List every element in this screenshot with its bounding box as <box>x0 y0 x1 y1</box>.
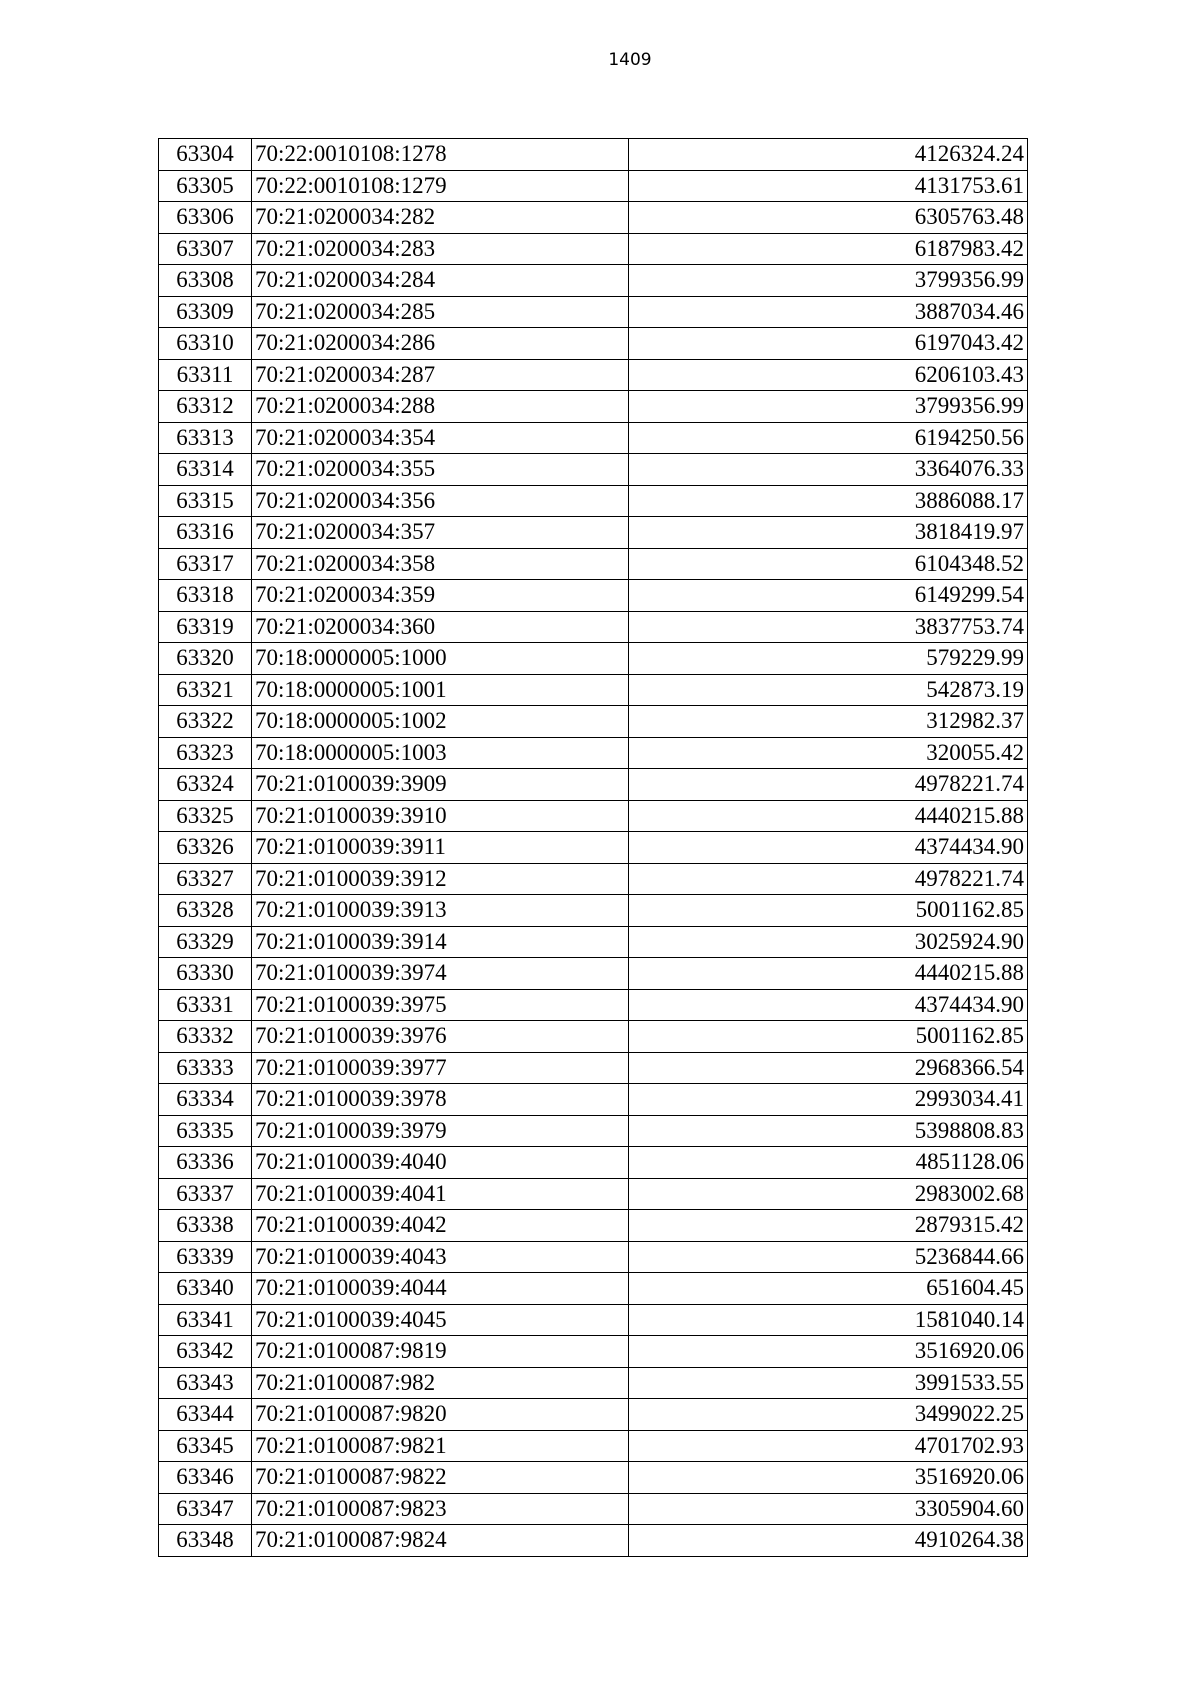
row-number-cell: 63320 <box>159 643 252 675</box>
row-number-cell: 63341 <box>159 1304 252 1336</box>
cadastral-number-cell: 70:21:0100087:9823 <box>252 1493 629 1525</box>
table-row <box>159 359 1028 391</box>
cadastral-number-cell: 70:21:0200034:282 <box>252 202 629 234</box>
cadastral-value-cell: 2993034.41 <box>629 1084 1028 1116</box>
cadastral-number-cell: 70:22:0010108:1279 <box>252 170 629 202</box>
table-row <box>159 1052 1028 1084</box>
row-number-cell: 63334 <box>159 1084 252 1116</box>
table-row <box>159 1336 1028 1368</box>
row-number-cell: 63313 <box>159 422 252 454</box>
table-row <box>159 800 1028 832</box>
cadastral-number-cell: 70:21:0100039:3909 <box>252 769 629 801</box>
cadastral-value-table <box>158 138 1028 1557</box>
table-row <box>159 1178 1028 1210</box>
row-number-cell: 63322 <box>159 706 252 738</box>
table-row <box>159 706 1028 738</box>
table-row <box>159 1493 1028 1525</box>
cadastral-number-cell: 70:21:0200034:357 <box>252 517 629 549</box>
table-row <box>159 989 1028 1021</box>
cadastral-value-cell: 651604.45 <box>629 1273 1028 1305</box>
row-number-cell: 63312 <box>159 391 252 423</box>
cadastral-value-cell: 5001162.85 <box>629 1021 1028 1053</box>
cadastral-value-cell: 3799356.99 <box>629 391 1028 423</box>
cadastral-value-cell: 3516920.06 <box>629 1462 1028 1494</box>
cadastral-value-cell: 5398808.83 <box>629 1115 1028 1147</box>
row-number-cell: 63346 <box>159 1462 252 1494</box>
cadastral-number-cell: 70:21:0200034:287 <box>252 359 629 391</box>
cadastral-number-cell: 70:21:0100039:3976 <box>252 1021 629 1053</box>
cadastral-value-cell: 6194250.56 <box>629 422 1028 454</box>
row-number-cell: 63304 <box>159 139 252 171</box>
cadastral-value-cell: 2879315.42 <box>629 1210 1028 1242</box>
cadastral-number-cell: 70:18:0000005:1002 <box>252 706 629 738</box>
cadastral-number-cell: 70:21:0100087:9822 <box>252 1462 629 1494</box>
table-row <box>159 674 1028 706</box>
cadastral-number-cell: 70:21:0100039:3913 <box>252 895 629 927</box>
cadastral-value-cell: 3499022.25 <box>629 1399 1028 1431</box>
table-row <box>159 1115 1028 1147</box>
row-number-cell: 63324 <box>159 769 252 801</box>
cadastral-number-cell: 70:21:0100039:3979 <box>252 1115 629 1147</box>
table-row <box>159 643 1028 675</box>
table-row <box>159 548 1028 580</box>
cadastral-value-cell: 6305763.48 <box>629 202 1028 234</box>
row-number-cell: 63345 <box>159 1430 252 1462</box>
row-number-cell: 63338 <box>159 1210 252 1242</box>
cadastral-value-cell: 4978221.74 <box>629 769 1028 801</box>
cadastral-number-cell: 70:21:0100039:4041 <box>252 1178 629 1210</box>
cadastral-value-cell: 320055.42 <box>629 737 1028 769</box>
cadastral-value-cell: 4374434.90 <box>629 989 1028 1021</box>
cadastral-value-cell: 4131753.61 <box>629 170 1028 202</box>
row-number-cell: 63309 <box>159 296 252 328</box>
table-row <box>159 769 1028 801</box>
cadastral-number-cell: 70:21:0100039:3910 <box>252 800 629 832</box>
cadastral-number-cell: 70:21:0200034:358 <box>252 548 629 580</box>
table-row <box>159 1304 1028 1336</box>
cadastral-value-cell: 3025924.90 <box>629 926 1028 958</box>
table-body <box>159 139 1028 1557</box>
row-number-cell: 63336 <box>159 1147 252 1179</box>
table-row <box>159 233 1028 265</box>
cadastral-value-cell: 4126324.24 <box>629 139 1028 171</box>
cadastral-number-cell: 70:21:0100039:4045 <box>252 1304 629 1336</box>
table-row <box>159 1525 1028 1557</box>
table-row <box>159 296 1028 328</box>
cadastral-value-cell: 6197043.42 <box>629 328 1028 360</box>
table-row <box>159 1462 1028 1494</box>
table-row <box>159 863 1028 895</box>
row-number-cell: 63330 <box>159 958 252 990</box>
cadastral-number-cell: 70:18:0000005:1001 <box>252 674 629 706</box>
table-row <box>159 1021 1028 1053</box>
row-number-cell: 63319 <box>159 611 252 643</box>
row-number-cell: 63311 <box>159 359 252 391</box>
cadastral-value-cell: 4851128.06 <box>629 1147 1028 1179</box>
row-number-cell: 63316 <box>159 517 252 549</box>
cadastral-number-cell: 70:21:0200034:359 <box>252 580 629 612</box>
cadastral-value-cell: 1581040.14 <box>629 1304 1028 1336</box>
cadastral-number-cell: 70:21:0100039:4044 <box>252 1273 629 1305</box>
row-number-cell: 63344 <box>159 1399 252 1431</box>
cadastral-value-cell: 3818419.97 <box>629 517 1028 549</box>
cadastral-value-cell: 3886088.17 <box>629 485 1028 517</box>
row-number-cell: 63339 <box>159 1241 252 1273</box>
row-number-cell: 63325 <box>159 800 252 832</box>
row-number-cell: 63314 <box>159 454 252 486</box>
row-number-cell: 63348 <box>159 1525 252 1557</box>
cadastral-number-cell: 70:21:0200034:285 <box>252 296 629 328</box>
cadastral-number-cell: 70:21:0200034:284 <box>252 265 629 297</box>
cadastral-value-cell: 579229.99 <box>629 643 1028 675</box>
cadastral-value-cell: 4440215.88 <box>629 958 1028 990</box>
cadastral-number-cell: 70:21:0100087:982 <box>252 1367 629 1399</box>
cadastral-value-cell: 2983002.68 <box>629 1178 1028 1210</box>
row-number-cell: 63308 <box>159 265 252 297</box>
page-number: 1409 <box>608 50 652 70</box>
table-row <box>159 832 1028 864</box>
row-number-cell: 63318 <box>159 580 252 612</box>
row-number-cell: 63340 <box>159 1273 252 1305</box>
table-row <box>159 1367 1028 1399</box>
cadastral-number-cell: 70:21:0100087:9819 <box>252 1336 629 1368</box>
row-number-cell: 63328 <box>159 895 252 927</box>
cadastral-value-cell: 3887034.46 <box>629 296 1028 328</box>
cadastral-value-cell: 6206103.43 <box>629 359 1028 391</box>
row-number-cell: 63306 <box>159 202 252 234</box>
cadastral-number-cell: 70:21:0100087:9820 <box>252 1399 629 1431</box>
cadastral-number-cell: 70:21:0100087:9824 <box>252 1525 629 1557</box>
table-row <box>159 517 1028 549</box>
table-row <box>159 1273 1028 1305</box>
cadastral-number-cell: 70:21:0200034:356 <box>252 485 629 517</box>
cadastral-number-cell: 70:21:0100039:4043 <box>252 1241 629 1273</box>
table-row <box>159 611 1028 643</box>
cadastral-number-cell: 70:21:0100039:4040 <box>252 1147 629 1179</box>
cadastral-value-cell: 4701702.93 <box>629 1430 1028 1462</box>
table-row <box>159 328 1028 360</box>
table-row <box>159 1399 1028 1431</box>
table-row <box>159 391 1028 423</box>
cadastral-number-cell: 70:21:0100039:3977 <box>252 1052 629 1084</box>
table-row <box>159 422 1028 454</box>
cadastral-number-cell: 70:21:0100039:3914 <box>252 926 629 958</box>
cadastral-number-cell: 70:21:0200034:355 <box>252 454 629 486</box>
cadastral-number-cell: 70:18:0000005:1000 <box>252 643 629 675</box>
cadastral-value-cell: 3364076.33 <box>629 454 1028 486</box>
row-number-cell: 63327 <box>159 863 252 895</box>
cadastral-value-cell: 4910264.38 <box>629 1525 1028 1557</box>
table-row <box>159 202 1028 234</box>
cadastral-value-cell: 2968366.54 <box>629 1052 1028 1084</box>
cadastral-number-cell: 70:21:0100039:3974 <box>252 958 629 990</box>
table-row <box>159 1241 1028 1273</box>
cadastral-value-cell: 5236844.66 <box>629 1241 1028 1273</box>
table-row <box>159 1430 1028 1462</box>
cadastral-number-cell: 70:21:0100039:4042 <box>252 1210 629 1242</box>
table-row <box>159 895 1028 927</box>
row-number-cell: 63310 <box>159 328 252 360</box>
cadastral-value-cell: 6149299.54 <box>629 580 1028 612</box>
row-number-cell: 63333 <box>159 1052 252 1084</box>
table-row <box>159 958 1028 990</box>
cadastral-value-cell: 4374434.90 <box>629 832 1028 864</box>
cadastral-value-cell: 3991533.55 <box>629 1367 1028 1399</box>
cadastral-value-cell: 6187983.42 <box>629 233 1028 265</box>
row-number-cell: 63347 <box>159 1493 252 1525</box>
row-number-cell: 63307 <box>159 233 252 265</box>
row-number-cell: 63332 <box>159 1021 252 1053</box>
cadastral-number-cell: 70:21:0200034:360 <box>252 611 629 643</box>
table-row <box>159 454 1028 486</box>
row-number-cell: 63343 <box>159 1367 252 1399</box>
row-number-cell: 63323 <box>159 737 252 769</box>
cadastral-number-cell: 70:21:0200034:354 <box>252 422 629 454</box>
table-row <box>159 926 1028 958</box>
cadastral-value-cell: 4440215.88 <box>629 800 1028 832</box>
row-number-cell: 63337 <box>159 1178 252 1210</box>
cadastral-number-cell: 70:21:0100039:3975 <box>252 989 629 1021</box>
row-number-cell: 63342 <box>159 1336 252 1368</box>
cadastral-value-cell: 542873.19 <box>629 674 1028 706</box>
row-number-cell: 63315 <box>159 485 252 517</box>
cadastral-number-cell: 70:21:0100039:3978 <box>252 1084 629 1116</box>
table-row <box>159 1210 1028 1242</box>
cadastral-number-cell: 70:21:0200034:288 <box>252 391 629 423</box>
cadastral-value-cell: 5001162.85 <box>629 895 1028 927</box>
cadastral-number-cell: 70:21:0100039:3912 <box>252 863 629 895</box>
cadastral-number-cell: 70:18:0000005:1003 <box>252 737 629 769</box>
table-row <box>159 485 1028 517</box>
cadastral-number-cell: 70:21:0100087:9821 <box>252 1430 629 1462</box>
table-row <box>159 1147 1028 1179</box>
table-row <box>159 580 1028 612</box>
cadastral-value-cell: 3837753.74 <box>629 611 1028 643</box>
table-row <box>159 265 1028 297</box>
cadastral-value-cell: 3516920.06 <box>629 1336 1028 1368</box>
row-number-cell: 63335 <box>159 1115 252 1147</box>
row-number-cell: 63326 <box>159 832 252 864</box>
table-row <box>159 737 1028 769</box>
cadastral-value-cell: 3305904.60 <box>629 1493 1028 1525</box>
table-row <box>159 139 1028 171</box>
row-number-cell: 63329 <box>159 926 252 958</box>
cadastral-value-cell: 312982.37 <box>629 706 1028 738</box>
cadastral-value-cell: 6104348.52 <box>629 548 1028 580</box>
cadastral-number-cell: 70:22:0010108:1278 <box>252 139 629 171</box>
table-row <box>159 170 1028 202</box>
cadastral-number-cell: 70:21:0200034:283 <box>252 233 629 265</box>
cadastral-value-cell: 3799356.99 <box>629 265 1028 297</box>
cadastral-value-cell: 4978221.74 <box>629 863 1028 895</box>
cadastral-number-cell: 70:21:0200034:286 <box>252 328 629 360</box>
row-number-cell: 63321 <box>159 674 252 706</box>
row-number-cell: 63331 <box>159 989 252 1021</box>
row-number-cell: 63305 <box>159 170 252 202</box>
row-number-cell: 63317 <box>159 548 252 580</box>
cadastral-number-cell: 70:21:0100039:3911 <box>252 832 629 864</box>
table-row <box>159 1084 1028 1116</box>
